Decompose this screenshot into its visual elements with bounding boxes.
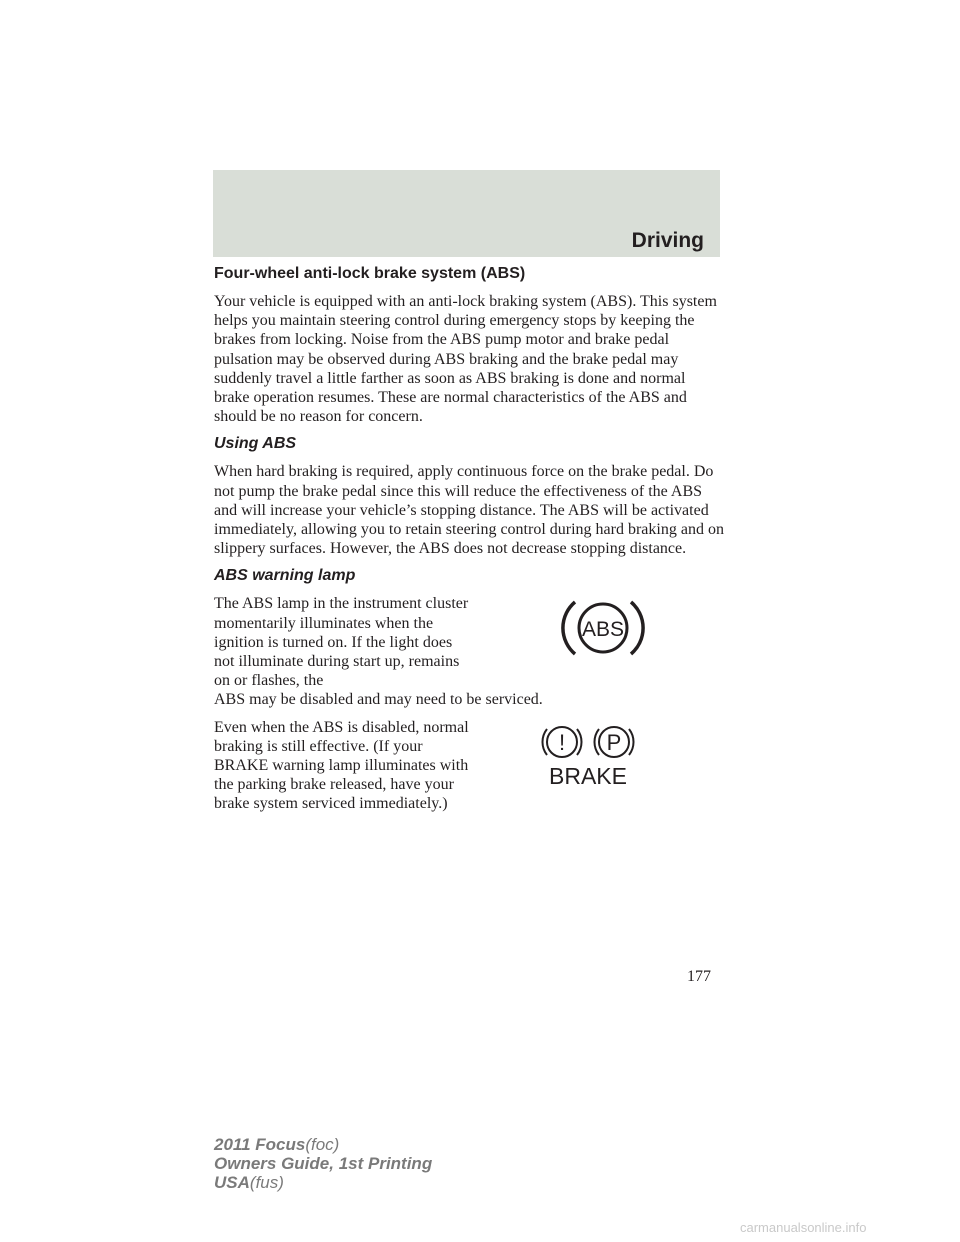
abs-icon-label: ABS: [581, 618, 625, 642]
footer-imprint: [214, 1135, 432, 1192]
abs-heading: Four-wheel anti-lock brake system (ABS): [214, 265, 526, 282]
site-watermark: carmanualsonline.info: [740, 1220, 867, 1235]
page-number: 177: [687, 968, 711, 985]
section-title: Driving: [631, 229, 704, 252]
brake-exclaim-glyph: !: [558, 729, 566, 755]
abs-lamp-block: [214, 594, 724, 709]
brake-lamp-block: [214, 718, 724, 814]
abs-lamp-paragraph-continued: ABS may be disabled and may need to be serviced.: [214, 691, 543, 709]
footer-model: 2011 Focus: [214, 1135, 306, 1154]
abs-disabled-paragraph: Even when the ABS is disabled, normal braking is still effective. (If your BRAKE warning lamp illuminates with the parking brake released, have your brake system serviced immediately.): [214, 718, 469, 813]
abs-warning-lamp-heading: ABS warning lamp: [214, 567, 356, 585]
using-abs-heading: Using ABS: [214, 435, 297, 453]
using-abs-paragraph: When hard braking is required, apply continuous force on the brake pedal. Do not pump the brake pedal since this will reduce the effectiveness of the ABS and will increase your vehicle’s stopping distance. The ABS will be activated immediately, allowing you to retain steering control during hard braking and on slippery surfaces. However, the ABS does not decrease stopping distance.: [214, 463, 724, 558]
brake-icon-label: BRAKE: [549, 762, 627, 789]
footer-edition: Owners Guide, 1st Printing: [214, 1154, 433, 1173]
abs-warning-icon: [561, 598, 645, 658]
page-content: [214, 264, 724, 822]
section-header-band: [213, 170, 720, 257]
abs-intro-paragraph: Your vehicle is equipped with an anti-lock braking system (ABS). This system helps you maintain steering control during emergency stops by keeping the brakes from locking. Noise from the ABS pump motor and brake pedal pulsation may be observed during ABS braking and the brake pedal may suddenly travel a little farther as soon as ABS braking is done and normal brake operation resumes. These are normal characteristics of the ABS and should be no reason for concern.: [214, 293, 717, 426]
footer-model-code: (foc): [305, 1135, 340, 1154]
abs-lamp-paragraph: The ABS lamp in the instrument cluster momentarily illuminates when the ignition is turned on. If the light does not illuminate during start up, remains on or flashes, the: [214, 595, 469, 690]
brake-p-glyph: P: [606, 729, 622, 755]
brake-warning-icon: [530, 726, 650, 790]
footer-market: USA: [214, 1173, 250, 1192]
footer-market-code: (fus): [249, 1173, 284, 1192]
